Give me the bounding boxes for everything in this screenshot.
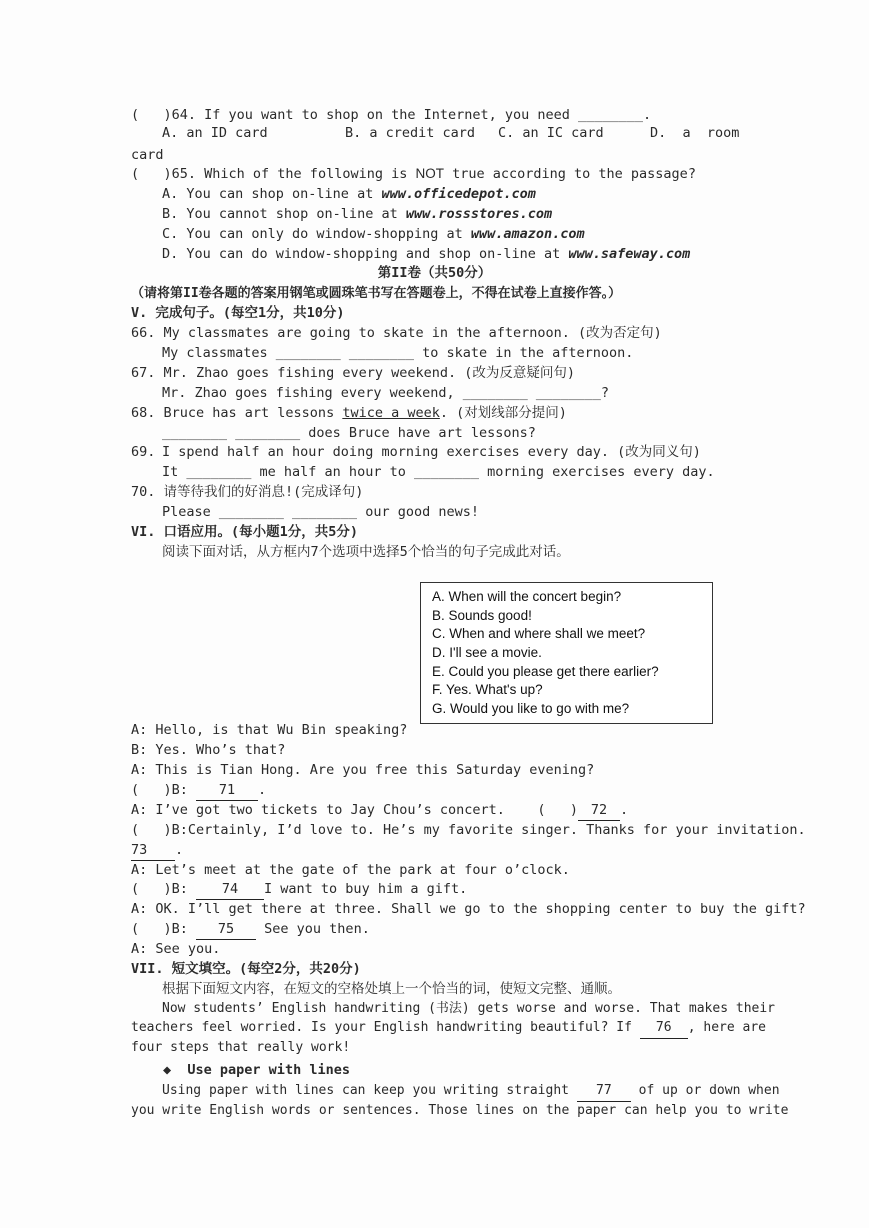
q66-answer: My classmates ________ ________ to skate in the afternoon.	[162, 345, 634, 361]
passage-line: Now students’ English handwriting (书法) gets worse and worse. That makes their	[162, 1001, 775, 1016]
blank-73[interactable]: 73	[131, 840, 175, 861]
passage-text: , here are	[687, 1020, 767, 1035]
section7-instruction: 根据下面短文内容，在短文的空格处填上一个恰当的词，使短文完整、通顺。	[162, 981, 621, 997]
q65-option-b	[162, 204, 552, 224]
q64-option-c: C. an IC card	[498, 125, 604, 141]
dialogue-prefix: ( )B:	[131, 881, 197, 897]
period: .	[175, 842, 184, 858]
dialogue-line: A: OK. I’ll get there at three. Shall we go to the shopping center to buy the gift?	[131, 901, 806, 917]
passage-line	[162, 1081, 780, 1102]
subheading-text: Use paper with lines	[187, 1062, 350, 1078]
blank-75[interactable]: 75	[196, 919, 256, 940]
answer-paren[interactable]: ( )	[131, 166, 172, 182]
passage-text: of up or down when	[630, 1083, 780, 1098]
q68	[131, 403, 567, 423]
q68-post: . (对划线部分提问)	[439, 405, 567, 421]
q65-stem-pre: 65. Which of the following is	[171, 166, 416, 182]
q65-stem-post: true according to the passage?	[443, 166, 696, 182]
option-text: A. You can shop on-line at	[162, 186, 382, 202]
passage-line: you write English words or sentences. Those lines on the paper can help you to write	[131, 1103, 789, 1118]
q68-pre: 68. Bruce has art lessons	[131, 405, 343, 421]
dialogue-line: B: Yes. Who’s that?	[131, 742, 286, 758]
q66: 66. My classmates are going to skate in the afternoon. (改为否定句)	[131, 325, 662, 341]
part2-title: 第II卷（共50分）	[377, 265, 492, 281]
q64-line	[131, 105, 651, 125]
q70: 70. 请等待我们的好消息!(完成译句)	[131, 484, 364, 500]
dialogue-text: I want to buy him a gift.	[264, 881, 468, 897]
dialogue-line	[131, 780, 266, 801]
q67-answer: Mr. Zhao goes fishing every weekend, ________ ________?	[162, 385, 610, 401]
subheading	[163, 1060, 350, 1080]
blank-76[interactable]: 76	[640, 1018, 688, 1039]
blank-72[interactable]: 72	[578, 800, 620, 821]
blank-71[interactable]: 71	[196, 780, 258, 801]
passage-line: four steps that really work!	[131, 1040, 351, 1055]
section7-heading: VII. 短文填空。(每空2分，共20分)	[131, 961, 361, 977]
q64-option-d-cont: card	[131, 147, 164, 163]
dialogue-line: A: Let’s meet at the gate of the park at four o’clock.	[131, 862, 570, 878]
option-text: D. You can do window-shopping and shop on-line at	[162, 246, 569, 262]
dialogue-line	[131, 919, 370, 940]
q65-line	[131, 164, 696, 184]
q64-option-d: D. a room	[650, 125, 740, 141]
q64-option-a: A. an ID card	[162, 125, 268, 141]
q67: 67. Mr. Zhao goes fishing every weekend. (改为反意疑问句)	[131, 365, 575, 381]
section6-instruction: 阅读下面对话，从方框内7个选项中选择5个恰当的句子完成此对话。	[162, 544, 570, 560]
dialogue-line: A: This is Tian Hong. Are you free this Saturday evening?	[131, 762, 595, 778]
options-box	[420, 582, 713, 724]
option-url: www.rossstores.com	[405, 206, 553, 222]
q65-not: NOT	[415, 166, 444, 181]
dialogue-line: ( )B:Certainly, I’d love to. He’s my favorite singer. Thanks for your invitation.	[131, 822, 806, 838]
q69-answer: It ________ me half an hour to ________ morning exercises every day.	[162, 464, 715, 480]
dialogue-line	[131, 800, 628, 821]
q65-option-a	[162, 184, 536, 204]
q64-option-b: B. a credit card	[345, 125, 476, 141]
option-url: www.safeway.com	[568, 246, 691, 262]
passage-text: Using paper with lines can keep you writing straight	[162, 1083, 577, 1098]
box-option: B. Sounds good!	[432, 608, 532, 623]
dialogue-text: See you then.	[256, 921, 370, 937]
q69-number: 69.	[131, 444, 156, 460]
q68-answer: ________ ________ does Bruce have art lessons?	[162, 425, 536, 441]
option-text: B. You cannot shop on-line at	[162, 206, 406, 222]
dialogue-line: A: See you.	[131, 941, 221, 957]
box-option: C. When and where shall we meet?	[432, 626, 646, 641]
option-text: C. You can only do window-shopping at	[162, 226, 471, 242]
dialogue-line: A: Hello, is that Wu Bin speaking?	[131, 722, 408, 738]
box-option: E. Could you please get there earlier?	[432, 664, 659, 679]
dialogue-prefix: ( )B:	[131, 782, 197, 798]
q65-option-d	[162, 244, 690, 264]
answer-paren[interactable]: ( )	[131, 107, 172, 123]
option-url: www.officedepot.com	[381, 186, 536, 202]
option-url: www.amazon.com	[470, 226, 585, 242]
box-option: G. Would you like to go with me?	[432, 701, 630, 716]
box-option: D. I'll see a movie.	[432, 645, 542, 660]
q65-option-c	[162, 224, 585, 244]
part2-instruction: （请将第II卷各题的答案用钢笔或圆珠笔书写在答题卷上，不得在试卷上直接作答。）	[131, 286, 622, 301]
diamond-bullet-icon: ◆	[163, 1062, 172, 1078]
box-option: F. Yes. What's up?	[432, 682, 543, 697]
passage-text: teachers feel worried. Is your English handwriting beautiful? If	[131, 1020, 640, 1035]
dialogue-line	[131, 840, 183, 861]
dialogue-prefix: ( )B:	[131, 921, 197, 937]
section6-heading: VI. 口语应用。(每小题1分，共5分)	[131, 524, 359, 540]
dialogue-line	[131, 879, 467, 900]
section5-heading: V. 完成句子。(每空1分，共10分)	[131, 305, 345, 321]
period: .	[258, 782, 267, 798]
q69: I spend half an hour doing morning exercises every day. (改为同义句)	[162, 444, 701, 460]
period: .	[620, 802, 629, 818]
blank-74[interactable]: 74	[196, 879, 264, 900]
passage-line	[131, 1018, 766, 1039]
q70-answer: Please ________ ________ our good news!	[162, 504, 479, 520]
box-option: A. When will the concert begin?	[432, 589, 622, 604]
dialogue-text: A: I’ve got two tickets to Jay Chou’s concert. ( )	[131, 802, 579, 818]
q68-underlined: twice a week	[342, 405, 440, 421]
blank-77[interactable]: 77	[577, 1081, 631, 1102]
q64-stem: 64. If you want to shop on the Internet, you need ________.	[171, 107, 652, 123]
